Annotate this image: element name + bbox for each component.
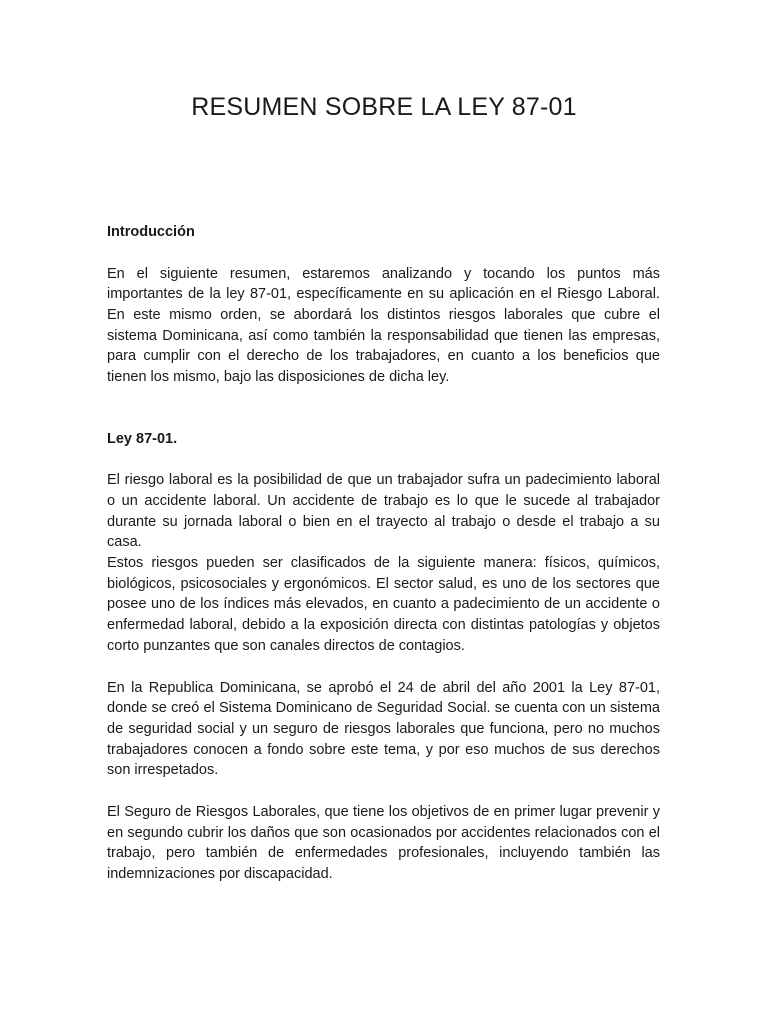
paragraph: En el siguiente resumen, estaremos analizando y tocando los puntos más importantes de la ley 87-01, específicamente en su aplicación en el Riesgo Laboral. En este mismo orden, se abordará los distintos riesgos laborales que cubre el sistema Dominicana, así como también la responsabilidad que tienen las empresas, para cumplir con el derecho de los trabajadores, en cuanto a los beneficios que tienen los mismo, bajo las disposiciones de dicha ley. [107, 265, 660, 386]
paragraph: El Seguro de Riesgos Laborales, que tiene los objetivos de en primer lugar prevenir y en segundo cubrir los daños que son ocasionados por accidentes relacionados con el trabajo, pero también de enfermedades profesionales, incluyendo también las indemnizaciones por discapacidad. [107, 804, 660, 883]
section-heading: Introducción [107, 224, 195, 240]
section-heading: Ley 87-01. [107, 430, 178, 447]
document-body [107, 222, 660, 885]
paragraph: Estos riesgos pueden ser clasificados de la siguiente manera: físicos, químicos, biológicos, psicosociales y ergonómicos. El sector salud, es uno de los sectores que posee uno de los índices más elevados, en cuanto a padecimiento de un accidente o enfermedad laboral, debido a la exposición directa con distintas patologías y objetos corto punzantes que son canales directos de contagios. [107, 555, 660, 654]
paragraph: En la Republica Dominicana, se aprobó el 24 de abril del año 2001 la Ley 87-01, donde se creó el Sistema Dominicano de Seguridad Social. se cuenta con un sistema de seguridad social y un seguro de riesgos laborales que funciona, pero no muchos trabajadores conocen a fondo sobre este tema, y por eso muchos de sus derechos son irrespetados. [107, 679, 660, 779]
document-title: RESUMEN SOBRE LA LEY 87-01 [191, 93, 577, 121]
section-ley-87-01 [107, 429, 660, 885]
paragraph: El riesgo laboral es la posibilidad de que un trabajador sufra un padecimiento laboral o un accidente laboral. Un accidente de trabajo es lo que le sucede al trabajador durante su jornada laboral o bien en el trayecto al trabajo o desde el trabajo a su casa. [107, 472, 660, 551]
section-introduction [107, 222, 660, 388]
